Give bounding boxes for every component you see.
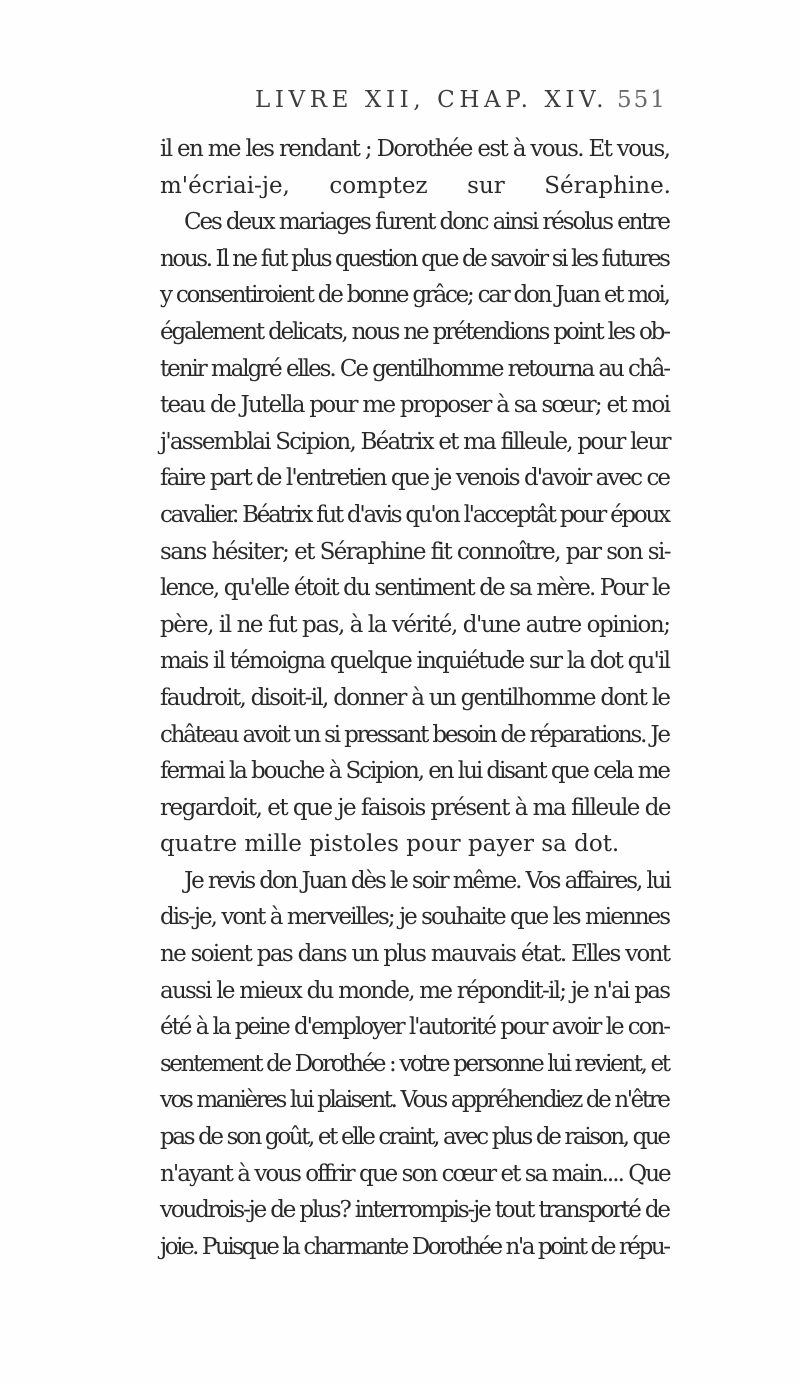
- text-line: voudrois-je de plus? interrompis-je tout transporté de: [160, 1197, 669, 1224]
- text-line: pas de son goût, et elle craint, avec plus de raison, que: [160, 1124, 669, 1151]
- text-line: lence, qu'elle étoit du sentiment de sa mère. Pour le: [160, 575, 670, 602]
- text-line: teau de Jutella pour me proposer à sa sœur; et moi: [160, 392, 670, 419]
- text-line: quatre mille pistoles pour payer sa dot.: [160, 831, 620, 858]
- text-line: n'ayant à vous offrir que son cœur et sa main.... Que: [160, 1160, 670, 1187]
- page-number: 551: [617, 87, 667, 113]
- text-line: tenir malgré elles. Ce gentilhomme retourna au châ-: [160, 355, 669, 382]
- text-line: sans hésiter; et Séraphine fit connoître, par son si-: [160, 538, 670, 565]
- text-line: y consentiroient de bonne grâce; car don Juan et moi,: [160, 282, 669, 309]
- text-line: cavalier. Béatrix fut d'avis qu'on l'acceptât pour époux: [160, 501, 669, 528]
- text-line: Je revis don Juan dès le soir même. Vos affaires, lui: [184, 867, 670, 894]
- text-line: mais il témoigna quelque inquiétude sur la dot qu'il: [160, 648, 670, 675]
- text-line: m'écriai-je, comptez sur Séraphine.: [160, 172, 671, 199]
- text-line: faire part de l'entretien que je venois d'avoir avec ce: [160, 465, 670, 492]
- text-line: dis-je, vont à merveilles; je souhaite que les miennes: [160, 904, 670, 931]
- text-line: il en me les rendant ; Dorothée est à vous. Et vous,: [160, 136, 670, 162]
- text-line: vos manières lui plaisent. Vous appréhendiez de n'être: [160, 1087, 669, 1114]
- text-line: Ces deux mariages furent donc ainsi résolus entre: [184, 209, 669, 236]
- body-text: [160, 131, 800, 1265]
- text-line: regardoit, et que je faisois présent à ma filleule de: [160, 794, 671, 821]
- text-line: nous. Il ne fut plus question que de savoir si les futures: [160, 245, 669, 272]
- text-line: également delicats, nous ne prétendions point les ob-: [160, 318, 669, 345]
- page-header: [0, 87, 800, 121]
- text-line: j'assemblai Scipion, Béatrix et ma filleule, pour leur: [160, 428, 670, 455]
- text-line: été à la peine d'employer l'autorité pour avoir le con-: [160, 1014, 669, 1041]
- text-line: château avoit un si pressant besoin de réparations. Je: [160, 721, 669, 748]
- text-line: fermai la bouche à Scipion, en lui disant que cela me: [160, 758, 669, 785]
- text-line: sentement de Dorothée : votre personne lui revient, et: [160, 1050, 669, 1077]
- text-line: aussi le mieux du monde, me répondit-il; je n'ai pas: [160, 977, 670, 1004]
- text-line: père, il ne fut pas, à la vérité, d'une autre opinion;: [160, 611, 670, 638]
- text-line: joie. Puisque la charmante Dorothée n'a point de répu-: [160, 1233, 669, 1260]
- text-line: faudroit, disoit-il, donner à un gentilhomme dont le: [160, 684, 670, 711]
- text-line: ne soient pas dans un plus mauvais état. Elles vont: [160, 941, 670, 968]
- running-title: LIVRE XII, CHAP. XIV.: [255, 87, 609, 113]
